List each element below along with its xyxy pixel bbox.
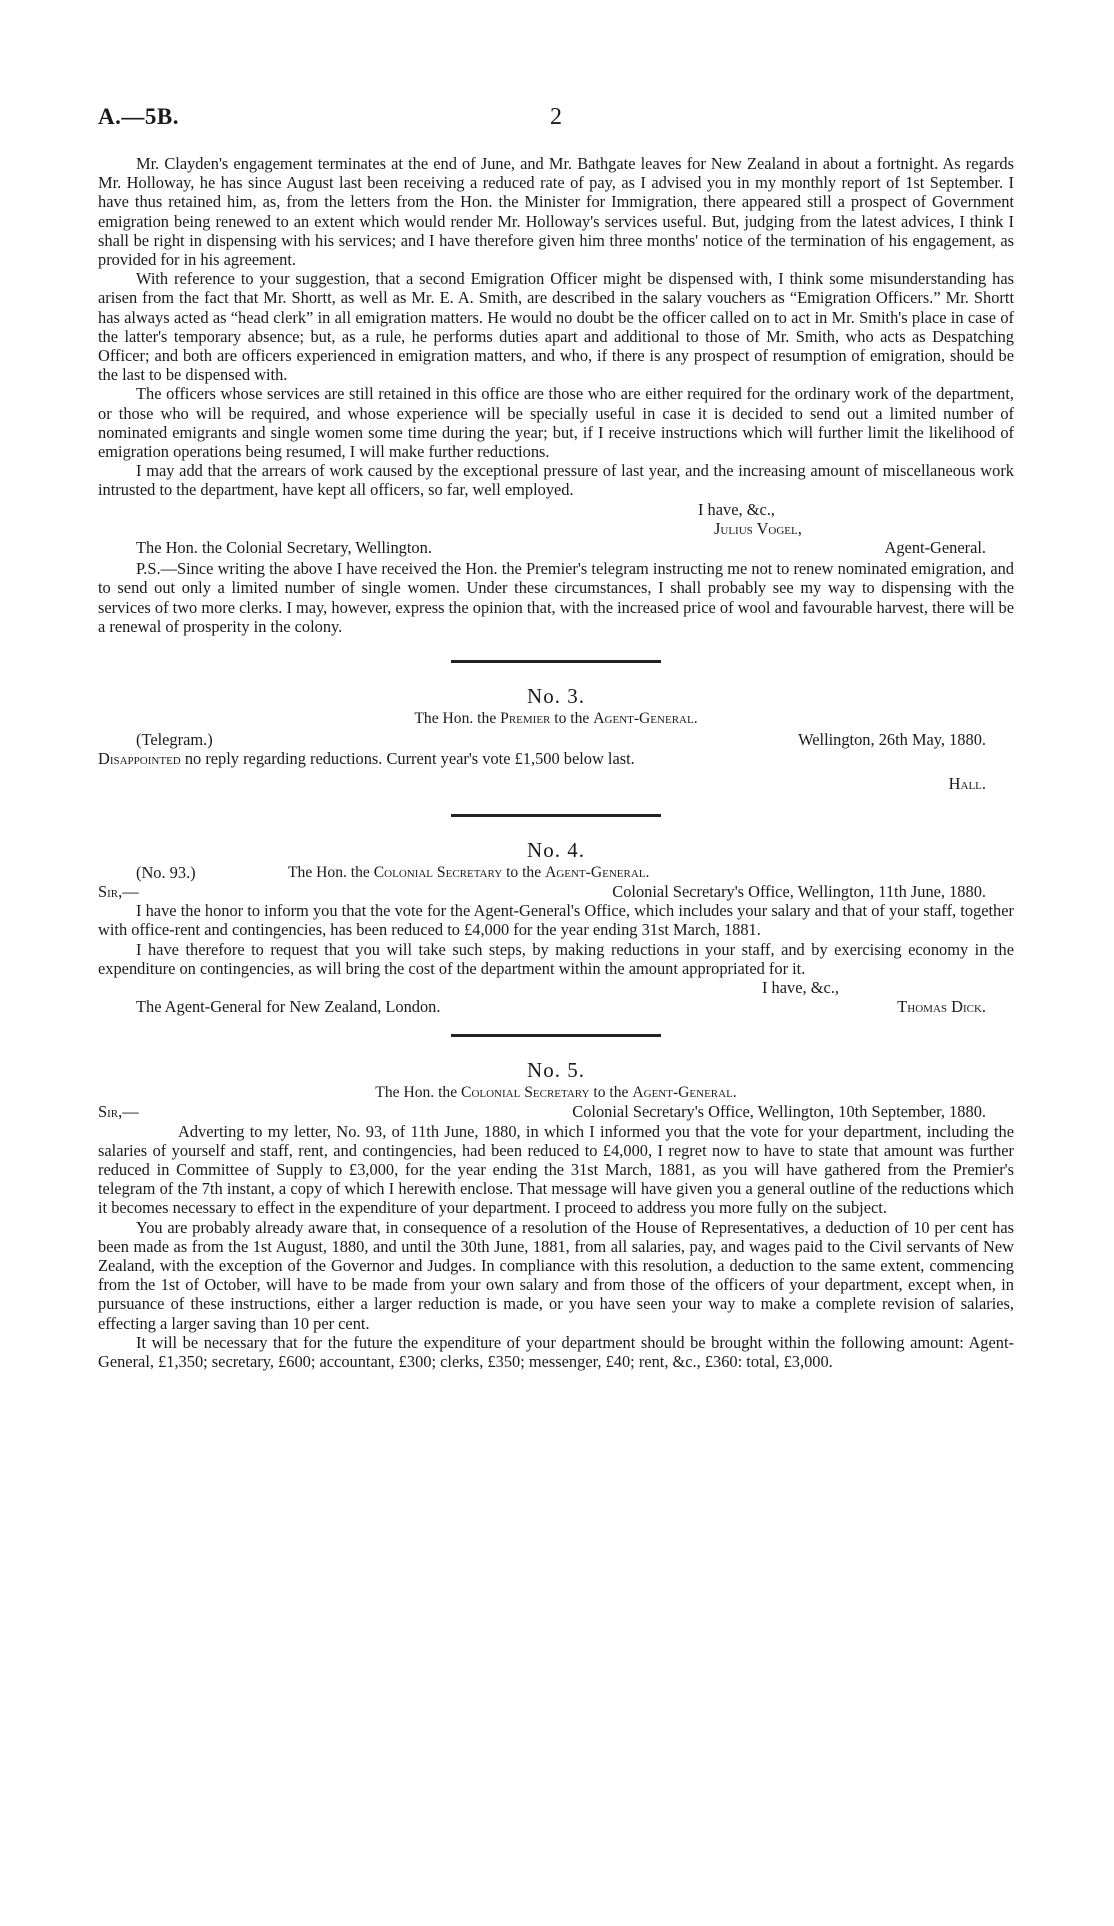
no3-type-row xyxy=(98,730,1014,749)
no4-number: No. 4. xyxy=(527,837,585,862)
letter2-postscript: P.S.—Since writing the above I have received the Hon. the Premier's telegram instructing me not to renew nominated emigration, and to send out only a limited number of single women. Under these circumstances, I shall probably see my way to dispensing with the services of two more clerks. I may, however, express the opinion that, with the increased price of wool and favourable harvest, there will be a renewal of prosperity in the colony. xyxy=(98,559,1014,636)
heading-text: to the xyxy=(502,863,546,881)
letter2-closing xyxy=(98,500,1014,519)
heading-text: to the xyxy=(589,1084,633,1102)
no4-paragraph-1: I have the honor to inform you that the vote for the Agent-General's Office, which includes your salary and that of your staff, together with office-rent and contingencies, has been reduced to £4,000 for the year ending 31st March, 1881. xyxy=(98,901,1014,940)
no4-heading-row xyxy=(98,863,1014,882)
no4-closing xyxy=(98,978,1014,997)
no4-signature: Thomas Dick. xyxy=(897,997,986,1017)
heading-from: Colonial Secretary xyxy=(461,1084,590,1102)
heading-text: The Hon. the xyxy=(414,710,501,728)
no4-paragraph-2: I have therefore to request that you will take such steps, by making reductions in your staff, and by exercising economy in the expenditure on contingencies, as will bring the cost of the department within the amount appropriated for it. xyxy=(98,939,1014,978)
no3-number: No. 3. xyxy=(527,684,585,709)
no3-lead-word: Disappointed xyxy=(98,749,181,769)
no5-paragraph-3: It will be necessary that for the future the expenditure of your department should be brought within the following amount: Agent-General, £1,350; secretary, £600; accountant, £300; clerks, £350; messenger, £40; rent, &c., £360: total, £3,000. xyxy=(98,1332,1014,1371)
no5-salutation-row xyxy=(98,1102,1014,1121)
no5-paragraph-2: You are probably already aware that, in consequence of a resolution of the House of Representatives, a deduction of 10 per cent has been made as from the 1st August, 1880, and until the 30th June, 1881, from all salaries, pay, and wages paid to the Civil servants of New Zealand, with the exception of the Governor and Judges. In compliance with this resolution, a deduction to the same extent, commencing from the 1st of October, will have to be made from your own salary and from those of the officers of your department, except when, in pursuance of these instructions, either a larger reduction is made, or you have seen your way to make a complete revision of salaries, effecting a larger saving than 10 per cent. xyxy=(98,1217,1014,1333)
no5-dateline: Colonial Secretary's Office, Wellington, 10th September, 1880. xyxy=(572,1102,986,1122)
no4-addressee-row xyxy=(98,997,1014,1016)
heading-from: Colonial Secretary xyxy=(373,863,503,881)
no4-dateline: Colonial Secretary's Office, Wellington, 11th June, 1880. xyxy=(612,881,986,901)
section-divider xyxy=(451,660,661,663)
letter2-addressee: The Hon. the Colonial Secretary, Wellington. xyxy=(136,538,432,558)
no4-salutation-row xyxy=(98,882,1014,901)
section-divider xyxy=(451,1034,661,1037)
letter2-signature xyxy=(98,519,1014,538)
no4-salutation: Sir,— xyxy=(98,881,139,901)
letter2-paragraph-1: Mr. Clayden's engagement terminates at the end of June, and Mr. Bathgate leaves for New Zealand in about a fortnight. As regards Mr. Holloway, he has since August last been receiving a reduced rate of pay, as I advised you in my monthly report of 1st September. I have thus retained him, as, from the letters from the Hon. the Minister for Immigration, there appeared still a prospect of Government emigration being renewed to an extent which would render Mr. Holloway's services useful. But, judging from the latest advices, I think I shall be right in dispensing with his services; and I have therefore given him three months' notice of the termination of his engagement, as provided for in his agreement. xyxy=(98,154,1014,270)
signature-text: Hall. xyxy=(948,774,986,794)
no3-body-text: no reply regarding reductions. Current year's vote £1,500 below last. xyxy=(180,749,635,769)
no3-signature xyxy=(98,774,1014,793)
signature-text: Julius Vogel, xyxy=(714,518,802,538)
heading-to: Agent-General. xyxy=(545,863,650,881)
letter2-paragraph-2: With reference to your suggestion, that a second Emigration Officer might be dispensed with, I think some misunderstanding has arisen from the fact that Mr. Shortt, as well as Mr. E. A. Smith, are described in the salary vouchers as “Emigration Officers.” Mr. Shortt has always acted as “head clerk” in all emigration matters. He would no doubt be the officer called on to act in Mr. Smith's place in case of the latter's temporary absence; but, as a rule, he performs duties apart and additional to those of Mr. Smith, who acts as Despatching Officer; and both are officers experienced in emigration matters, and who, if there is any prospect of resumption of emigration, should be the last to be dispensed with. xyxy=(98,269,1014,385)
letter2-paragraph-4: I may add that the arrears of work caused by the exceptional pressure of last year, and the increasing amount of miscellaneous work intrusted to the department, have kept all officers, so far, well employed. xyxy=(98,461,1014,500)
paper-code: A.—5B. xyxy=(98,104,179,129)
letter2-paragraph-3: The officers whose services are still retained in this office are those who are either required for the ordinary work of the department, or those who will be required, and whose experience will be specially useful in case it is decided to send out a limited number of nominated emigrants and single women some time during the year; but, if I receive instructions which will further limit the likelihood of emigration operations being resumed, I will make further reductions. xyxy=(98,384,1014,462)
letter2-signer-title: Agent-General. xyxy=(884,538,986,558)
no3-body xyxy=(98,749,1014,768)
letter2-addressee-row xyxy=(98,538,1014,557)
heading-text: The Hon. the xyxy=(375,1084,462,1102)
section-divider xyxy=(451,814,661,817)
no5-number: No. 5. xyxy=(527,1058,585,1083)
no5-salutation: Sir,— xyxy=(98,1102,139,1122)
no3-heading xyxy=(98,709,1014,728)
no4-heading xyxy=(288,863,649,882)
page-header xyxy=(98,104,1014,154)
no4-addressee: The Agent-General for New Zealand, London. xyxy=(136,997,441,1017)
no3-dateline: Wellington, 26th May, 1880. xyxy=(798,730,986,750)
no5-paragraph-1: Adverting to my letter, No. 93, of 11th June, 1880, in which I informed you that the vote for your department, including the salaries of yourself and staff, rent, and contingencies, had been reduced to £4,000, I regret now to have to state that amount was further reduced in Committee of Supply to £3,000, for the year ending the 31st March, 1881, as you will have gathered from the Premier's telegram of the 7th instant, a copy of which I herewith enclose. That message will have given you a general outline of the reductions which it becomes necessary to effect in the expenditure of your department. I proceed to address you more fully on the subject. xyxy=(98,1121,1014,1218)
heading-text: The Hon. the xyxy=(288,863,374,881)
heading-to: Agent-General. xyxy=(593,710,698,728)
no5-heading xyxy=(98,1083,1014,1102)
document-page xyxy=(98,104,1014,1371)
page-number: 2 xyxy=(550,104,562,130)
heading-text: to the xyxy=(550,710,594,728)
no3-type: (Telegram.) xyxy=(136,730,213,750)
closing-text: I have, &c., xyxy=(762,977,839,997)
no4-ref: (No. 93.) xyxy=(136,862,196,882)
heading-to: Agent-General. xyxy=(632,1084,737,1102)
closing-text: I have, &c., xyxy=(698,499,775,519)
heading-from: Premier xyxy=(500,710,551,728)
